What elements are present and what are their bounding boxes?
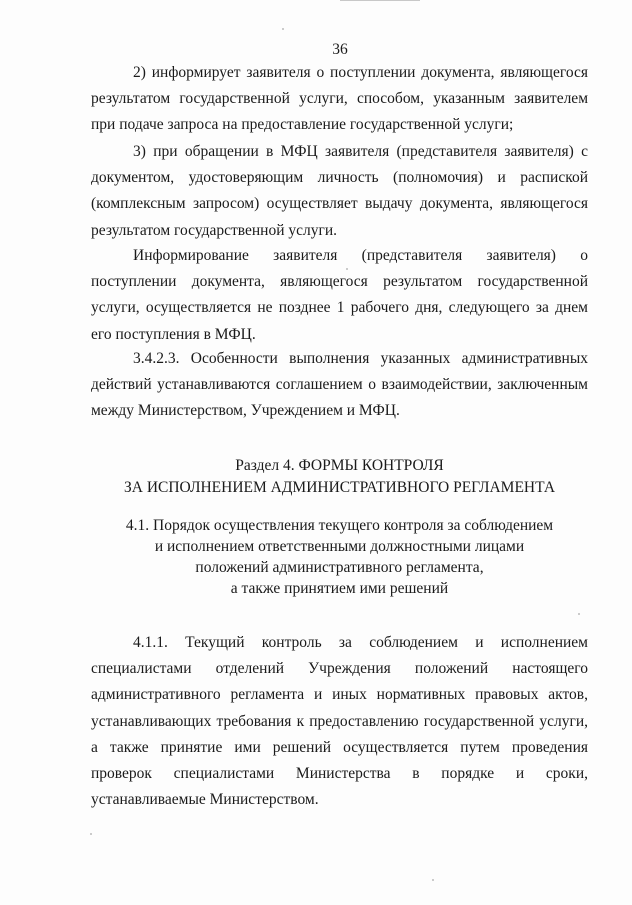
paragraph-block — [91, 630, 588, 813]
subsection-heading — [91, 515, 588, 599]
paragraph-block — [91, 139, 588, 244]
paragraph-mfc-issuance: 3) при обращении в МФЦ заявителя (представителя заявителя) с документом, удостоверяющим личность (полномочия) и распиской (комплексным запросом) осуществляет выдачу документа, являющегося результатом государственной услуги. — [91, 143, 588, 239]
subsection-heading-line: а также принятием ими решений — [230, 580, 449, 597]
paragraph-informs-applicant: 2) информирует заявителя о поступлении документа, являющегося результатом государственной услуги, способом, указанным заявителем при подаче запроса на предоставление государственной услуги; — [91, 64, 588, 134]
paragraph-block — [91, 346, 588, 425]
paragraph-block — [91, 60, 588, 139]
paragraph-informing-deadline: Информирование заявителя (представителя заявителя) о поступлении документа, являющегося результатом государственной услуги, осуществляется не позднее 1 рабочего дня, следующего за днем его поступления в МФЦ. — [91, 247, 588, 343]
section-heading-line: Раздел 4. ФОРМЫ КОНТРОЛЯ — [235, 457, 444, 474]
scan-speck — [578, 613, 580, 615]
subsection-heading-line: положений административного регламента, — [195, 559, 484, 576]
section-heading-line: ЗА ИСПОЛНЕНИЕМ АДМИНИСТРАТИВНОГО РЕГЛАМЕНТА — [123, 479, 556, 496]
page-number: 36 — [332, 41, 348, 58]
paragraph-block — [91, 243, 588, 348]
scan-speck — [90, 833, 92, 835]
scan-speck — [346, 268, 348, 270]
paragraph-agreement: 3.4.2.3. Особенности выполнения указанных административных действий устанавливаются соглашением о взаимодействии, заключенным между Министерством, Учреждением и МФЦ. — [91, 350, 588, 420]
scan-speck — [432, 879, 434, 881]
section-heading — [91, 455, 588, 499]
subsection-heading-line: и исполнением ответственными должностными лицами — [154, 538, 525, 555]
scan-edge-line — [340, 0, 420, 1]
paragraph-current-control: 4.1.1. Текущий контроль за соблюдением и исполнением специалистами отделений Учреждения положений настоящего административного регламента и иных нормативных правовых актов, устанавливающих требования к предоставлению государственной услуги, а также принятие ими решений осуществляется путем проведения проверок специалистами Министерства в порядке и сроки, устанавливаемые Министерством. — [91, 634, 588, 809]
scan-speck — [282, 28, 284, 30]
subsection-heading-line: 4.1. Порядок осуществления текущего контроля за соблюдением — [125, 517, 554, 534]
